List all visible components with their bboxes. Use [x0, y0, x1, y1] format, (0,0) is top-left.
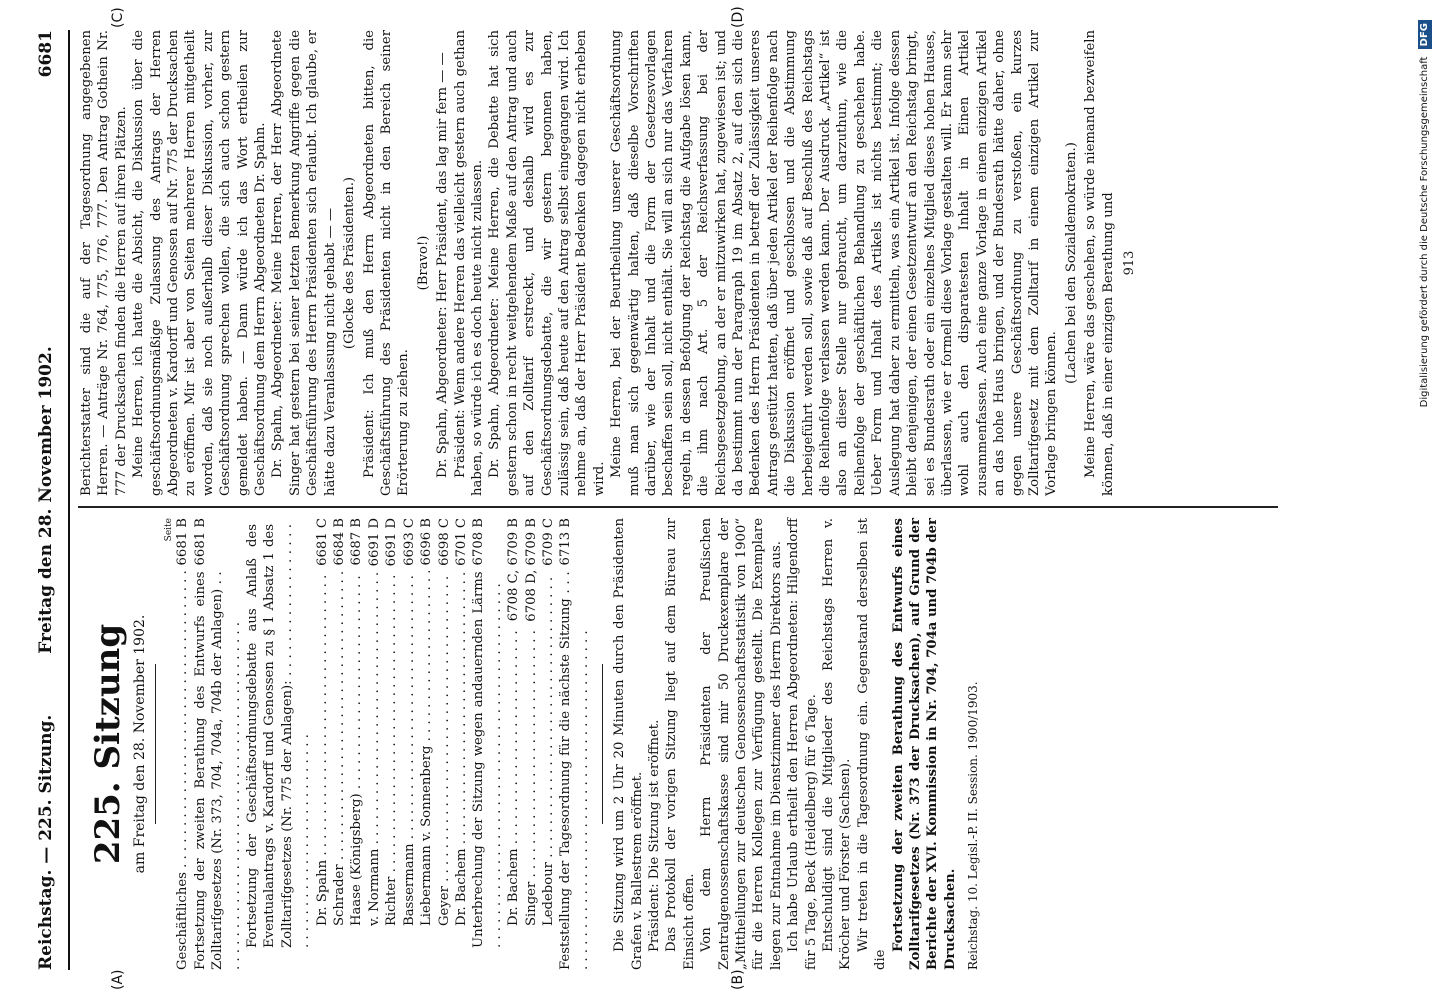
body-paragraph: Dr. Spahn, Abgeordneter: Meine Herren, die Debatte hat sich gestern schon in recht weitgehendem Maße auf den Antrag und auch auf den Zolltarif erstreckt, und deshalb wird es zur Geschäftsordnungsdebatte, die wir gestern begonnen haben, zulässig sein, daß heute auf den Antrag selbst eingegangen wird. Ich nehme an, daß der Herr Präsident Bedenken dagegen nicht erheben wird. — [487, 30, 607, 496]
stage-direction: (Bravo!) — [415, 235, 431, 291]
toc-entry — [453, 518, 470, 970]
toc-entry-page: 6696 B — [419, 518, 435, 566]
toc-entry-page: 6708 B — [471, 518, 487, 566]
toc-entry-page: 6691 D — [384, 518, 400, 567]
toc-entry — [331, 518, 348, 970]
title-rule — [155, 664, 156, 824]
toc-entry — [192, 518, 244, 970]
body-paragraph: Entschuldigt sind die Mitglieder des Reichstags Herren v. Kröcher und Förster (Sachsen). — [821, 518, 854, 970]
toc-entry-text: Ledebour . . . — [540, 572, 557, 926]
digitization-credit — [1418, 20, 1432, 980]
margin-letter-a: (A) — [110, 969, 126, 990]
toc-entry-text: v. Normann . . . — [366, 572, 383, 926]
body-paragraph: Ich habe Urlaub ertheilt den Herren Abgeordneten: Hilgendorff für 5 Tage, Beck (Heidelberg) für 6 Tage. — [786, 518, 819, 970]
running-head — [36, 30, 66, 970]
toc-entry-text: Feststellung der Tagesordnung für die nächste Sitzung . . . — [557, 571, 592, 970]
running-head-left: Reichstag. — 225. Sitzung. — [36, 714, 56, 970]
toc-entry — [348, 518, 365, 970]
body-paragraph: Berichterstatter sind die auf der Tagesordnung angegebenen Herren. — Anträge Nr. 764, 775, 776, 777. Den Antrag Gothein Nr. 777 der Drucksachen finden die Herren auf ihren Plätzen. — [79, 30, 129, 496]
margin-letter-c: (C) — [110, 7, 126, 28]
toc-rule — [602, 664, 603, 824]
body-paragraph: Wir treten in die Tagesordnung ein. Gegenstand derselben ist die — [855, 518, 889, 970]
toc-entry-text: Fortsetzung der zweiten Berathung des Entwurfs eines Zolltarifgesetzes (Nr. 373, 704, 704a, 704b der Anlagen) . . . — [192, 571, 244, 970]
toc-entry-text: Singer . . . — [523, 628, 540, 926]
toc-entry-page: 6681 C — [314, 518, 330, 566]
toc-entry — [383, 518, 400, 970]
body-paragraph: Meine Herren, ich hatte die Absicht, die Diskussion über die geschäftsordnungsmäßige Zulassung des Antrags der Herren Abgeordneten v. Kardorff und Genossen auf Nr. 775 der Drucksachen zu eröffnen. Mir ist aber von Seiten mehrerer Herren mitgetheilt worden, daß sie noch außerhalb dieser Diskussion, vorher, zur Geschäftsordnung sprechen wollen, die sich auch schon gestern gemeldet haben. — Dann würde ich das Wort ertheilen zur Geschäftsordnung dem Herrn Abgeordneten Dr. Spahn. — [131, 30, 269, 496]
toc-entry-page: 6708 D, 6709 B — [523, 518, 539, 622]
header-rule — [68, 30, 70, 970]
body-paragraph: Präsident: Wenn andere Herren das vielleicht gestern auch gethan haben, so würde ich es doch heute nicht zulassen. — [452, 30, 485, 496]
left-body-text — [611, 518, 959, 970]
toc-entry-text: Fortsetzung der Geschäftsordnungsdebatte aus Anlaß des Eventualantrags v. Kardorff und Genossen zu § 1 Absatz 1 des Zolltarifgesetzes (Nr. 775 der Anlagen): . . . — [244, 524, 314, 948]
toc-entry-page: 6708 C, 6709 B — [506, 518, 522, 622]
toc-entry-text: Liebermann v. Sonnenberg . . . — [418, 571, 435, 926]
table-of-contents — [174, 518, 592, 970]
body-paragraph: Meine Herren, wäre das geschehen, so würde niemand bezweifeln können, daß in einer einzigen Berathung und — [1083, 30, 1116, 496]
toc-entry-text: Geyer . . . — [436, 572, 453, 926]
body-paragraph: Meine Herren, bei der Beurtheilung unserer Geschäftsordnung muß man sich gegenwärtig halten, daß dieselbe Vorschriften darüber, wie der Inhalt und die Form der Gesetzesvorlagen beschaffen sein soll, nicht enthält. Sie will an sich nur das Verfahren regeln, in dessen Befolgung der Reichstag die Aufgabe lösen kann, die ihm nach Art. 5 der Reichsverfassung bei der Reichsgesetzgebung, an der er mitzuwirken hat, zugewiesen ist; und da bestimmt nun der Paragraph 19 im Absatz 2, auf den sich die Bedenken des Herrn Präsidenten in betreff der Zulässigkeit unseres Antrags gestützt hatten, daß über jeden Artikel der Reihenfolge nach die Diskussion eröffnet und geschlossen und die Abstimmung herbeigeführt werden soll, sowie daß auf Beschluß des Reichstags die Reihenfolge verlassen werden kann. Der Ausdruck „Artikel“ ist also an dieser Stelle nur gebraucht, um darzuthun, wie die Reihenfolge der geschäftlichen Behandlung zu geschehen habe. Ueber Form und Inhalt des Artikels ist nichts bestimmt; die Auslegung hat daher zu ermitteln, was ein Artikel ist. Infolge dessen bleibt denjenigen, der einen Gesetzentwurf an den Reichstag bringt, sei es Bundesrath oder ein einzelnes Mitglied dieses hohen Hauses, überlassen, wie er formell diese Vorlage gestalten will. Er kann sehr wohl auch den disparatesten Inhalt in Einen Artikel zusammenfassen. Auch eine ganze Vorlage in einem einzigen Artikel an das hohe Haus bringen, und der Bundesrath hätte daher, ohne gegen unsere Geschäftsordnung zu verstoßen, ein kurzes Zolltarifgesetz mit dem Zolltarif in einem einzigen Artikel zur Vorlage bringen können. — [609, 30, 1060, 496]
toc-entry-page: 6698 C — [436, 518, 452, 566]
toc-entry-page: 6713 B — [558, 518, 574, 566]
toc-entry-page: 6693 C — [401, 518, 417, 566]
toc-entry-text: Bassermann . . . — [401, 572, 418, 926]
body-paragraph: Das Protokoll der vorigen Sitzung liegt auf dem Büreau zur Einsicht offen. — [664, 518, 697, 970]
toc-entry-page: 6681 B — [192, 518, 208, 566]
body-paragraph: Dr. Spahn, Abgeordneter: Meine Herren, der Herr Abgeordnete Singer hat gestern bei seiner letzten Bemerkung Angriffe gegen die Geschäftsführung des Herrn Präsidenten sich erlaubt. Ich glaube, er hätte dazu Veranlassung nicht gehabt — — — [270, 30, 338, 496]
toc-entry — [557, 518, 592, 970]
dfg-logo: DFG — [1418, 20, 1432, 49]
toc-entry-page: 6701 C — [453, 518, 469, 566]
column-rule — [78, 507, 1278, 509]
left-column — [78, 518, 983, 970]
body-paragraph: Die Sitzung wird um 2 Uhr 20 Minuten durch den Präsidenten Grafen v. Ballestrem eröffnet. — [612, 518, 645, 970]
toc-entry-text: Geschäftliches . . . — [174, 571, 191, 970]
toc-entry-text: Dr. Bachem . . . — [505, 627, 522, 926]
toc-entry-text: Haase (Königsberg) . . . — [348, 571, 365, 926]
right-column — [78, 30, 1138, 496]
toc-entry-text: Dr. Spahn . . . — [314, 572, 331, 926]
toc-entry — [366, 518, 383, 970]
stage-direction: (Lachen bei den Sozialdemokraten.) — [1063, 142, 1079, 384]
toc-entry — [436, 518, 453, 970]
signature-number: 913 — [1121, 250, 1137, 276]
toc-entry-text: Unterbrechung der Sitzung wegen andauernden Lärms . . . — [470, 571, 505, 948]
body-paragraph: Präsident: Ich muß den Herrn Abgeordneten bitten, die Geschäftsführung des Präsidenten nicht in den Bereich seiner Erörterung zu ziehen. — [361, 30, 412, 496]
toc-entry — [540, 518, 557, 970]
toc-entry — [505, 518, 522, 970]
toc-entry-text: Schrader . . . — [331, 571, 348, 926]
margin-letter-d: (D) — [730, 6, 746, 28]
toc-entry — [314, 518, 331, 970]
toc-entry — [401, 518, 418, 970]
credit-text: Digitalisierung gefördert durch die Deutsche Forschungsgemeinschaft — [1419, 56, 1430, 408]
toc-entry — [418, 518, 435, 970]
left-footer: Reichstag. 10. Legisl.-P. II. Session. 1900/1903. — [966, 681, 981, 970]
stage-direction: (Glocke des Präsidenten.) — [342, 176, 358, 350]
right-body-text — [78, 30, 1117, 496]
toc-entry-page: 6687 B — [349, 518, 365, 566]
session-title: 225. Sitzung — [88, 623, 128, 865]
toc-entry-page: 6684 B — [332, 518, 348, 566]
toc-entry-page: 6709 C — [540, 518, 556, 566]
toc-entry-page: 6681 B — [175, 518, 191, 566]
page-number: 6681 — [36, 30, 56, 78]
session-date: am Freitag den 28. November 1902. — [132, 614, 148, 874]
toc-entry-text: Richter . . . — [383, 572, 400, 926]
body-paragraph: Dr. Spahn, Abgeordneter: Herr Präsident, das lag mir fern — — — [435, 52, 451, 478]
toc-entry — [523, 518, 540, 970]
margin-letter-b: (B) — [730, 969, 746, 990]
body-paragraph: Fortsetzung der zweiten Berathung des Entwurfs eines Zolltarifgesetzes (Nr. 373 der Drucksachen), auf Grund der Berichte der XVI. Kommission in Nr. 704, 704a und 704b der Drucksachen. — [890, 518, 958, 970]
body-paragraph: Präsident: Die Sitzung ist eröffnet. — [646, 719, 662, 952]
toc-seite-label: Seite — [164, 518, 175, 542]
toc-entry — [244, 518, 314, 970]
toc-entry — [174, 518, 191, 970]
toc-entry-text: Dr. Bachem . . . — [453, 572, 470, 926]
running-head-center: Freitag den 28. November 1902. — [36, 346, 56, 654]
toc-entry-page: 6691 D — [366, 518, 382, 567]
body-paragraph: Von dem Herrn Präsidenten der Preußischen Zentralgenossenschaftskasse sind mir 50 Druckexemplare der „Mittheilungen zur deutschen Genossenschaftsstatistik von 1900“ für die Herren Kollegen zur Verfügung gestellt. Die Exemplare liegen zur Entnahme im Dienstzimmer des Herrn Direktors aus. — [699, 518, 784, 970]
toc-entry — [470, 518, 505, 970]
